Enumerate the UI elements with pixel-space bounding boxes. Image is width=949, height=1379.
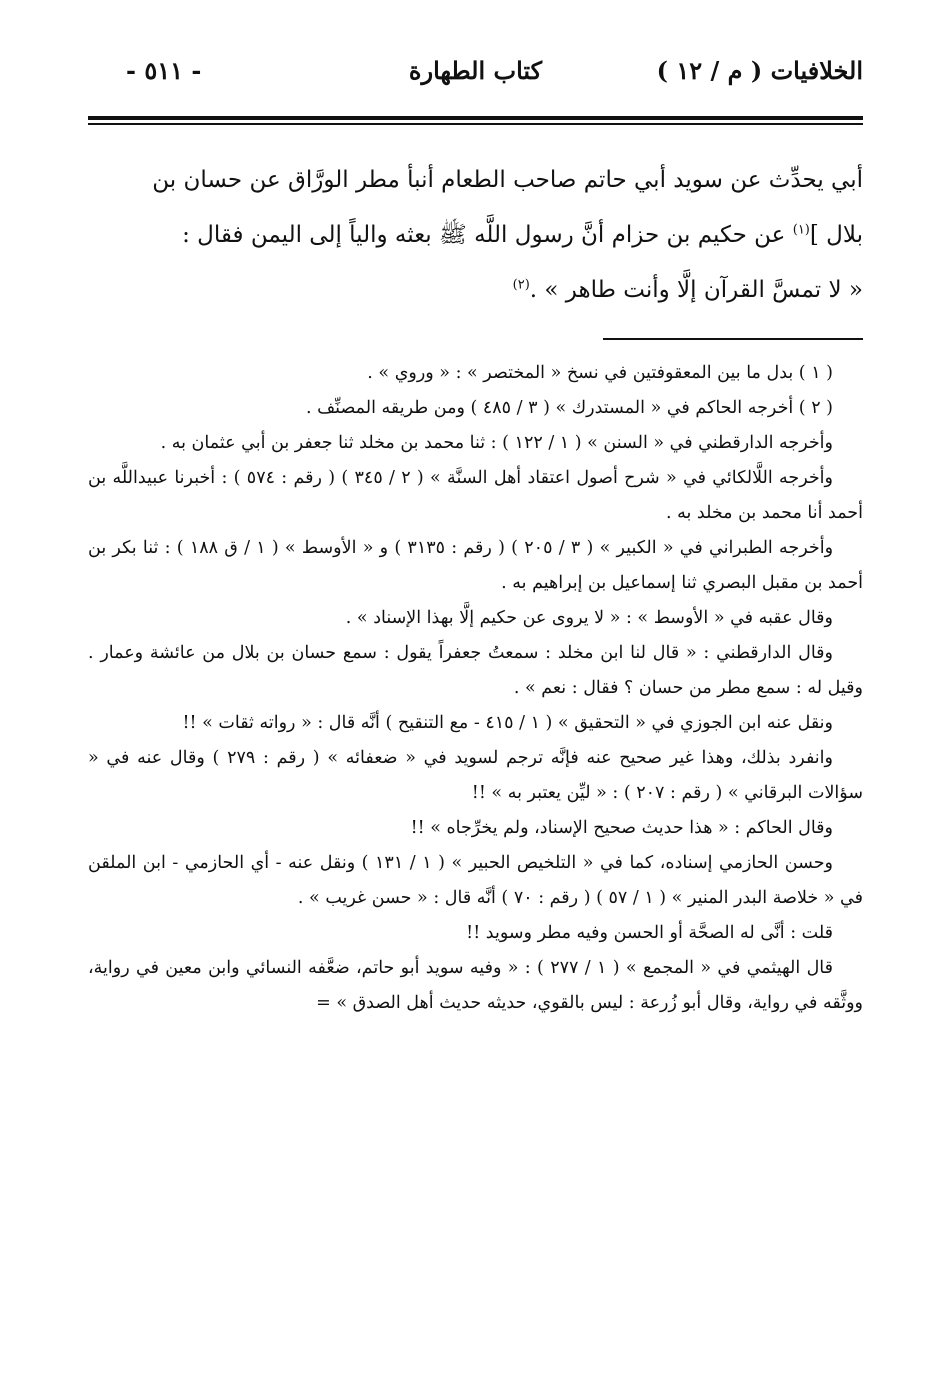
page-number: - ٥١١ - [126,56,202,85]
book-page [88,40,863,1021]
footnote-paragraph: وقال الحاكم : « هذا حديث صحيح الإسناد، ولم يخرِّجاه » !! [410,818,833,838]
main-text [88,153,863,318]
footnote-paragraph: وقال عقبه في « الأوسط » : « لا يروى عن حكيم إلَّا بهذا الإسناد » . [345,608,833,628]
footnote-ref-1: (١) [792,221,810,237]
main-text-line-1: أبي يحدِّث عن سويد أبي حاتم صاحب الطعام أنبأ مطر الورَّاق عن حسان بن [152,166,863,193]
footnote-paragraph: قال الهيثمي في « المجمع » ( ١ / ٢٧٧ ) : « وفيه سويد أبو حاتم، ضعَّفه النسائي وابن معين في رواية، ووثَّقه في رواية، وقال أبو زُرعة : ليس بالقوي، حديثه حديث أهل الصدق » = [88,958,863,1013]
footnote-paragraph: وأخرجه الطبراني في « الكبير » ( ٣ / ٢٠٥ ) ( رقم : ٣١٣٥ ) و « الأوسط » ( ١ / ق ١٨٨ ) : ثنا بكر بن أحمد بن مقبل البصري ثنا إسماعيل بن إبراهيم به . [88,538,863,593]
header-rule-thick [88,116,863,120]
footnote-paragraph: ( ١ ) بدل ما بين المعقوفتين في نسخ « المختصر » : « وروي » . [367,363,833,383]
footnote-paragraph: ونقل عنه ابن الجوزي في « التحقيق » ( ١ / ٤١٥ - مع التنقيح ) أنَّه قال : « رواته ثقات » !! [182,713,833,733]
main-text-line-2b: عن حكيم بن حزام أنَّ رسول اللَّه ﷺ بعثه والياً إلى اليمن فقال : [182,221,793,248]
page-header [88,40,863,102]
footnote-paragraph: وحسن الحازمي إسناده، كما في « التلخيص الحبير » ( ١ / ١٣١ ) ونقل عنه - أي الحازمي - ابن الملقن في « خلاصة البدر المنير » ( ١ / ٥٧ ) ( رقم : ٧٠ ) أنَّه قال : « حسن غريب » . [88,853,863,908]
main-text-line-2a: بلال ] [809,221,863,248]
footnotes [88,356,863,1021]
footnote-paragraph: وأخرجه الدارقطني في « السنن » ( ١ / ١٢٢ ) : ثنا محمد بن مخلد ثنا جعفر بن أبي عثمان به . [160,433,833,453]
footnote-ref-2: (٢) [512,276,530,292]
chapter-title: كتاب الطهارة [408,56,543,85]
footnote-separator [603,338,863,341]
main-text-line [88,263,863,318]
main-text-line [88,208,863,263]
main-text-line [88,153,863,208]
running-title: الخلافيات ( م / ١٢ ) [656,56,863,85]
footnote-paragraph: ( ٢ ) أخرجه الحاكم في « المستدرك » ( ٣ / ٤٨٥ ) ومن طريقه المصنِّف . [305,398,833,418]
footnote-paragraph: وقال الدارقطني : « قال لنا ابن مخلد : سمعتُ جعفراً يقول : سمع حسان بن بلال من عائشة وعمار . وقيل له : سمع مطر من حسان ؟ فقال : نعم » . [88,643,863,698]
main-text-line-3: « لا تمسَّ القرآن إلَّا وأنت طاهر » . [529,276,863,303]
footnote-paragraph: وانفرد بذلك، وهذا غير صحيح عنه فإنَّه ترجم لسويد في « ضعفائه » ( رقم : ٢٧٩ ) وقال عنه في « سؤالات البرقاني » ( رقم : ٢٠٧ ) : « ليِّن يعتبر به » !! [88,748,863,803]
header-rule-thin [88,123,863,125]
footnote-paragraph: وأخرجه اللَّالكائي في « شرح أصول اعتقاد أهل السنَّة » ( ٢ / ٣٤٥ ) ( رقم : ٥٧٤ ) : أخبرنا عبيداللَّه بن أحمد أنا محمد بن مخلد به . [88,468,863,523]
footnote-paragraph: قلت : أنَّى له الصحَّة أو الحسن وفيه مطر وسويد !! [466,923,833,943]
